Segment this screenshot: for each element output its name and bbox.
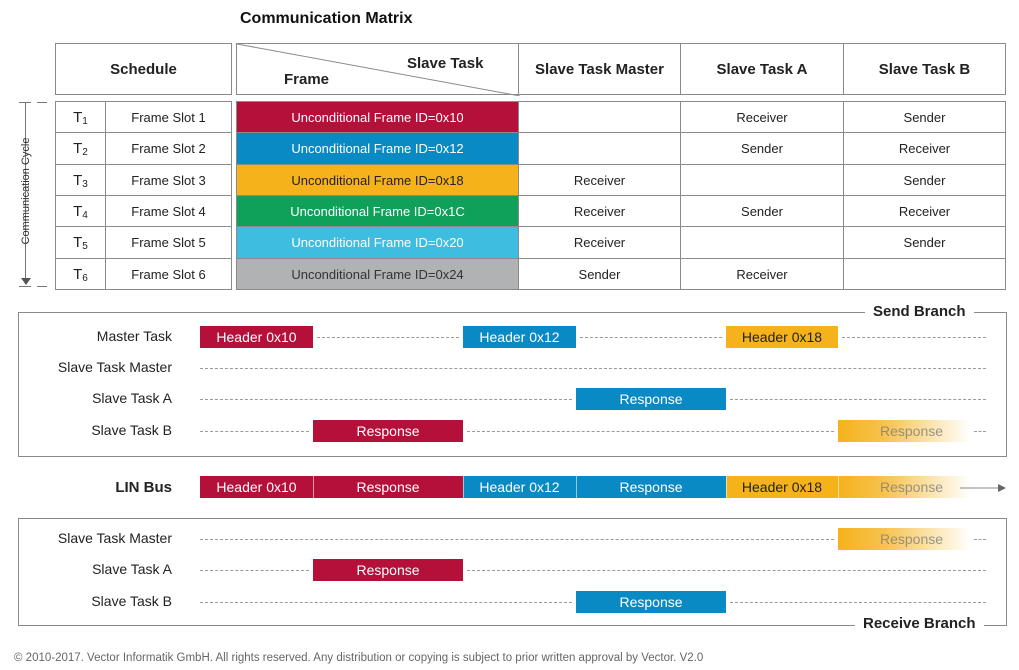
timeline-dash: [200, 399, 572, 400]
response-segment: Response: [576, 476, 726, 498]
lane-label: Slave Task Master: [57, 530, 172, 546]
role-cell-b: Receiver: [843, 195, 1006, 227]
frame-slot-cell: Frame Slot 3: [105, 164, 232, 196]
response-segment: Response: [313, 559, 463, 581]
lane-label: Slave Task B: [91, 422, 172, 438]
frame-slot-cell: Frame Slot 4: [105, 195, 232, 227]
frame-cell: Unconditional Frame ID=0x10: [236, 101, 519, 133]
role-cell-b: [843, 258, 1006, 290]
cycle-tick-bottom: [19, 286, 31, 287]
header-segment: Header 0x10: [200, 476, 313, 498]
col-header-slave-task-a: Slave Task A: [680, 43, 844, 95]
frame-cell: Unconditional Frame ID=0x20: [236, 226, 519, 259]
time-slot-index: 5: [82, 241, 88, 252]
lane-label: Slave Task Master: [57, 359, 172, 375]
role-cell-master: Receiver: [518, 195, 681, 227]
role-cell-a: [680, 226, 844, 259]
lane-label: Master Task: [96, 328, 172, 344]
bus-segment-separator: [463, 476, 464, 498]
role-cell-b: Sender: [843, 101, 1006, 133]
schedule-header: Schedule: [55, 43, 232, 95]
header-segment: Header 0x12: [463, 476, 576, 498]
cycle-tick-top: [19, 102, 31, 103]
time-slot-index: 1: [82, 115, 88, 127]
frame-slot-cell: Frame Slot 5: [105, 226, 232, 259]
response-segment: Response: [576, 591, 726, 613]
cycle-tick-bottom-dash: [37, 286, 47, 287]
role-cell-a: Receiver: [680, 258, 844, 290]
frame-slot-cell: Frame Slot 6: [105, 258, 232, 290]
response-segment: Response: [838, 476, 970, 498]
time-slot-label: [55, 258, 106, 290]
frame-slot-cell: Frame Slot 2: [105, 132, 232, 165]
role-cell-a: [680, 164, 844, 196]
time-slot-letter: T: [73, 140, 83, 157]
timeline-dash: [200, 431, 309, 432]
slave-task-header-label: Slave Task: [407, 55, 484, 72]
lin-bus-arrow-icon: [960, 481, 1010, 495]
timeline-dash: [200, 368, 986, 369]
timeline-dash: [200, 602, 572, 603]
timeline-dash: [974, 539, 986, 540]
send-branch-label: Send Branch: [865, 303, 974, 320]
timeline-dash: [730, 399, 986, 400]
time-slot-letter: T: [73, 108, 83, 126]
response-segment: Response: [313, 420, 463, 442]
frame-cell: Unconditional Frame ID=0x24: [236, 258, 519, 290]
response-segment: Response: [576, 388, 726, 410]
response-segment: Response: [313, 476, 463, 498]
lane-label: Slave Task B: [91, 593, 172, 609]
communication-cycle-indicator: [11, 100, 41, 290]
role-cell-b: Sender: [843, 164, 1006, 196]
role-cell-b: Receiver: [843, 132, 1006, 165]
role-cell-a: Sender: [680, 132, 844, 165]
col-header-slave-task-master: Slave Task Master: [518, 43, 681, 95]
header-segment: Header 0x18: [726, 326, 838, 348]
timeline-dash: [317, 337, 459, 338]
lane-label: Slave Task A: [92, 561, 172, 577]
time-slot-letter: T: [73, 265, 83, 283]
time-slot-label: [55, 226, 106, 259]
time-slot-letter: T: [73, 171, 83, 189]
frame-slot-cell: Frame Slot 1: [105, 101, 232, 133]
time-slot-index: 3: [82, 178, 88, 190]
lin-bus-label: LIN Bus: [115, 479, 172, 496]
frame-cell: Unconditional Frame ID=0x18: [236, 164, 519, 196]
bus-segment-separator: [576, 476, 577, 498]
role-cell-master: [518, 101, 681, 133]
col-header-slave-task-b: Slave Task B: [843, 43, 1006, 95]
time-slot-label: [55, 101, 106, 133]
copyright-notice: © 2010-2017. Vector Informatik GmbH. All rights reserved. Any distribution or copying is subject to prior written approval by Vector. V2.0: [14, 652, 704, 664]
cycle-tick-top-dash: [37, 102, 47, 103]
frame-header-label: Frame: [284, 71, 330, 88]
time-slot-label: [55, 132, 106, 165]
timeline-dash: [580, 337, 722, 338]
role-cell-master: Sender: [518, 258, 681, 290]
timeline-dash: [730, 602, 986, 603]
time-slot-label: [55, 195, 106, 227]
receive-branch-label: Receive Branch: [855, 615, 984, 632]
communication-cycle-label: Communication Cycle: [20, 137, 32, 245]
role-cell-a: Receiver: [680, 101, 844, 133]
lane-label: Slave Task A: [92, 390, 172, 406]
timeline-dash: [974, 431, 986, 432]
header-segment: Header 0x18: [726, 476, 838, 498]
time-slot-label: [55, 164, 106, 196]
role-cell-master: Receiver: [518, 164, 681, 196]
frame-cell: Unconditional Frame ID=0x1C: [236, 195, 519, 227]
role-cell-b: Sender: [843, 226, 1006, 259]
cycle-arrow-down-icon: [21, 278, 31, 285]
response-segment: Response: [838, 420, 970, 442]
time-slot-index: 6: [82, 272, 88, 284]
role-cell-a: Sender: [680, 195, 844, 227]
timeline-dash: [842, 337, 986, 338]
bus-segment-separator: [313, 476, 314, 498]
frame-slave-header: [236, 43, 519, 95]
header-segment: Header 0x12: [463, 326, 576, 348]
time-slot-letter: T: [73, 234, 83, 251]
role-cell-master: Receiver: [518, 226, 681, 259]
timeline-dash: [467, 570, 986, 571]
header-segment: Header 0x10: [200, 326, 313, 348]
timeline-dash: [200, 539, 834, 540]
time-slot-index: 2: [82, 147, 88, 158]
timeline-dash: [467, 431, 834, 432]
diagram-title: Communication Matrix: [240, 10, 413, 27]
timeline-dash: [200, 570, 309, 571]
response-segment: Response: [838, 528, 970, 550]
bus-segment-separator: [726, 476, 727, 498]
time-slot-index: 4: [82, 209, 88, 221]
frame-cell: Unconditional Frame ID=0x12: [236, 132, 519, 165]
bus-segment-separator: [838, 476, 839, 498]
time-slot-letter: T: [73, 202, 83, 220]
role-cell-master: [518, 132, 681, 165]
